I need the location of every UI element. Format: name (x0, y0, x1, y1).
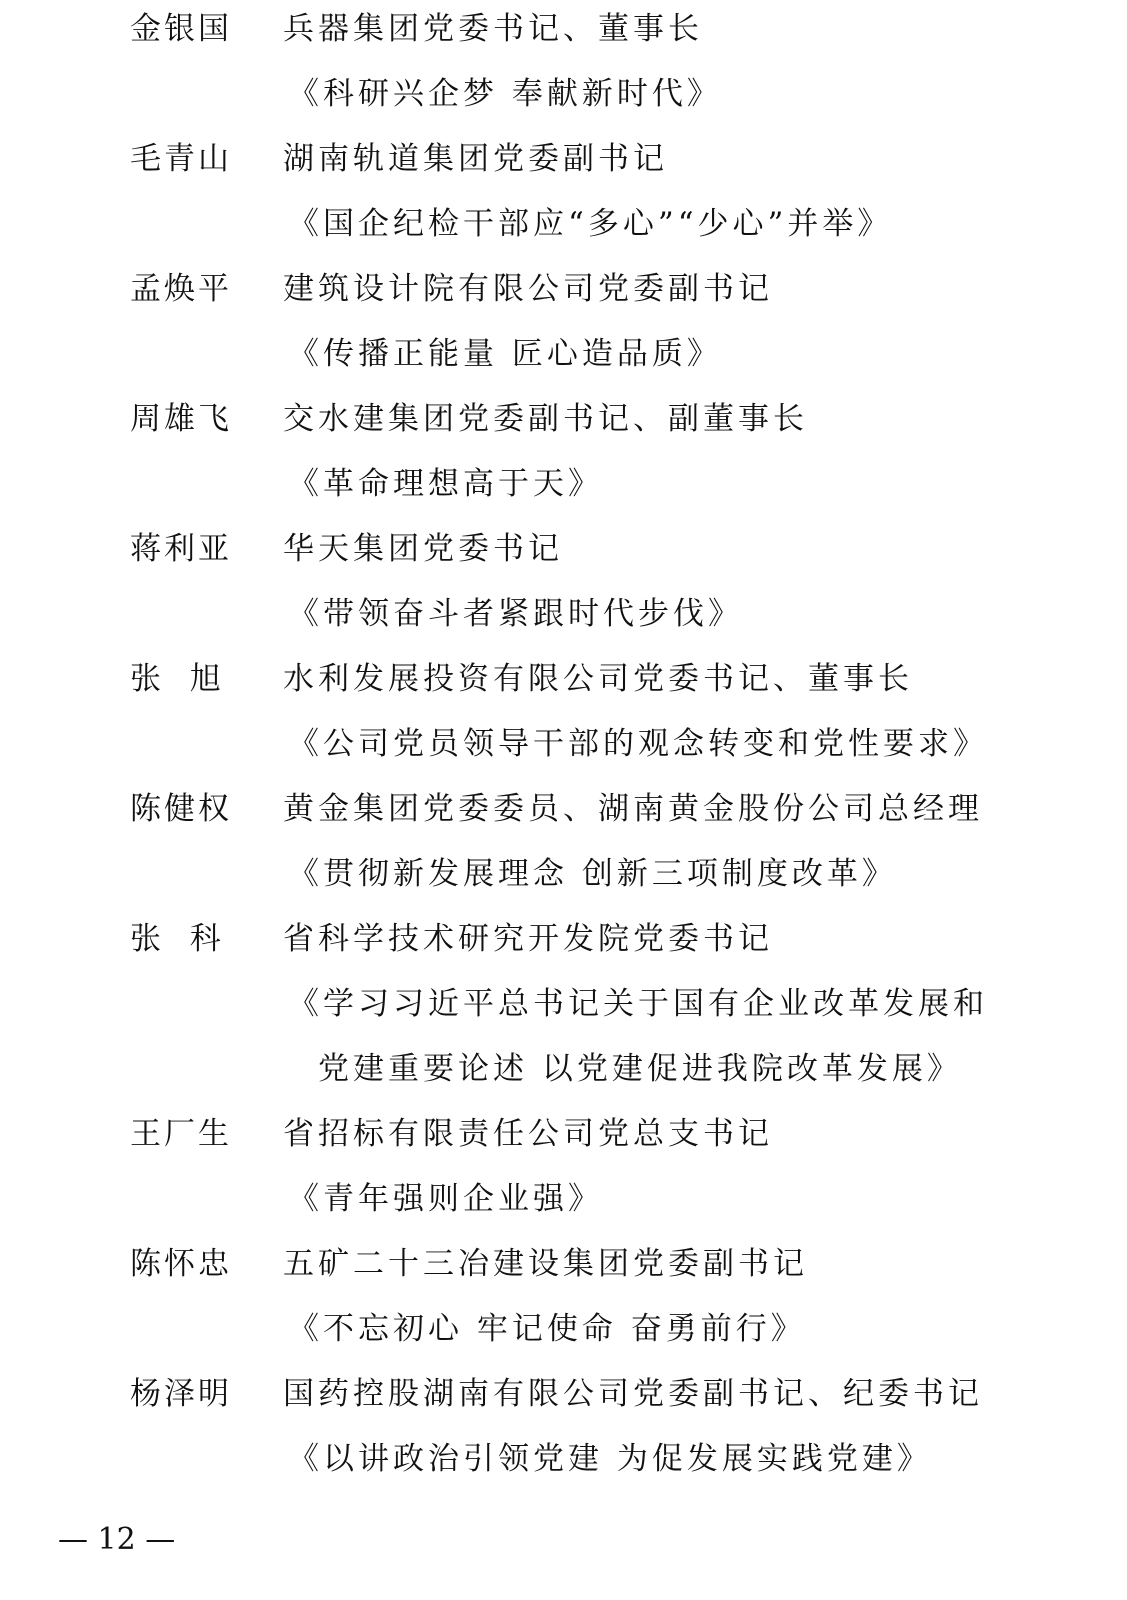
speech-title-continued: 党建重要论述 以党建促进我院改革发展》 (318, 1051, 962, 1087)
entry-1-title-row (0, 62, 1127, 127)
entry-3-name-row (0, 257, 1127, 322)
speaker-position: 华天集团党委书记 (283, 531, 563, 567)
speaker-name: 王厂生 (130, 1116, 232, 1152)
entry-8-title-row (0, 972, 1127, 1037)
entry-9-name-row (0, 1102, 1127, 1167)
speech-title: 《贯彻新发展理念 创新三项制度改革》 (288, 856, 897, 892)
speech-title: 《科研兴企梦 奉献新时代》 (288, 76, 722, 112)
speech-title: 《国企纪检干部应“多心”“少心”并举》 (288, 206, 893, 242)
speech-title: 《传播正能量 匠心造品质》 (288, 336, 722, 372)
speech-title: 《革命理想高于天》 (288, 466, 603, 502)
speaker-name: 孟焕平 (130, 271, 232, 307)
speaker-position: 建筑设计院有限公司党委副书记 (283, 271, 773, 307)
speaker-name: 张 旭 (130, 661, 224, 697)
speech-title: 《以讲政治引领党建 为促发展实践党建》 (288, 1441, 932, 1477)
speaker-position: 国药控股湖南有限公司党委副书记、纪委书记 (283, 1376, 983, 1412)
speaker-name: 陈怀忠 (130, 1246, 232, 1282)
speaker-name: 蒋利亚 (130, 531, 232, 567)
speech-title: 《学习习近平总书记关于国有企业改革发展和 (288, 986, 988, 1022)
page-number: — 12 — (58, 1522, 176, 1557)
entry-1-name-row (0, 0, 1127, 62)
entry-10-title-row (0, 1297, 1127, 1362)
speech-title: 《带领奋斗者紧跟时代步伐》 (288, 596, 743, 632)
speaker-position: 省招标有限责任公司党总支书记 (283, 1116, 773, 1152)
entry-3-title-row (0, 322, 1127, 387)
entry-5-title-row (0, 582, 1127, 647)
entry-8-name-row (0, 907, 1127, 972)
entry-11-name-row (0, 1362, 1127, 1427)
entry-4-title-row (0, 452, 1127, 517)
entry-4-name-row (0, 387, 1127, 452)
speaker-position: 水利发展投资有限公司党委书记、董事长 (283, 661, 913, 697)
speaker-name: 张 科 (130, 921, 224, 957)
entry-11-title-row (0, 1427, 1127, 1492)
speech-title: 《青年强则企业强》 (288, 1181, 603, 1217)
speaker-position: 交水建集团党委副书记、副董事长 (283, 401, 808, 437)
speech-title: 《公司党员领导干部的观念转变和党性要求》 (288, 726, 988, 762)
entry-2-title-row (0, 192, 1127, 257)
speech-title: 《不忘初心 牢记使命 奋勇前行》 (288, 1311, 806, 1347)
entry-2-name-row (0, 127, 1127, 192)
speaker-name: 陈健权 (130, 791, 232, 827)
speaker-position: 黄金集团党委委员、湖南黄金股份公司总经理 (283, 791, 983, 827)
entry-10-name-row (0, 1232, 1127, 1297)
entry-5-name-row (0, 517, 1127, 582)
speaker-name: 毛青山 (130, 141, 232, 177)
entry-8-title-row-continued (0, 1037, 1127, 1102)
entry-7-title-row (0, 842, 1127, 907)
speaker-name: 金银国 (130, 11, 232, 47)
entry-9-title-row (0, 1167, 1127, 1232)
speaker-name: 杨泽明 (130, 1376, 232, 1412)
speaker-position: 省科学技术研究开发院党委书记 (283, 921, 773, 957)
speaker-position: 五矿二十三冶建设集团党委副书记 (283, 1246, 808, 1282)
speaker-position: 湖南轨道集团党委副书记 (283, 141, 668, 177)
speaker-position: 兵器集团党委书记、董事长 (283, 11, 703, 47)
speaker-name: 周雄飞 (130, 401, 232, 437)
entry-7-name-row (0, 777, 1127, 842)
entry-6-title-row (0, 712, 1127, 777)
entry-6-name-row (0, 647, 1127, 712)
